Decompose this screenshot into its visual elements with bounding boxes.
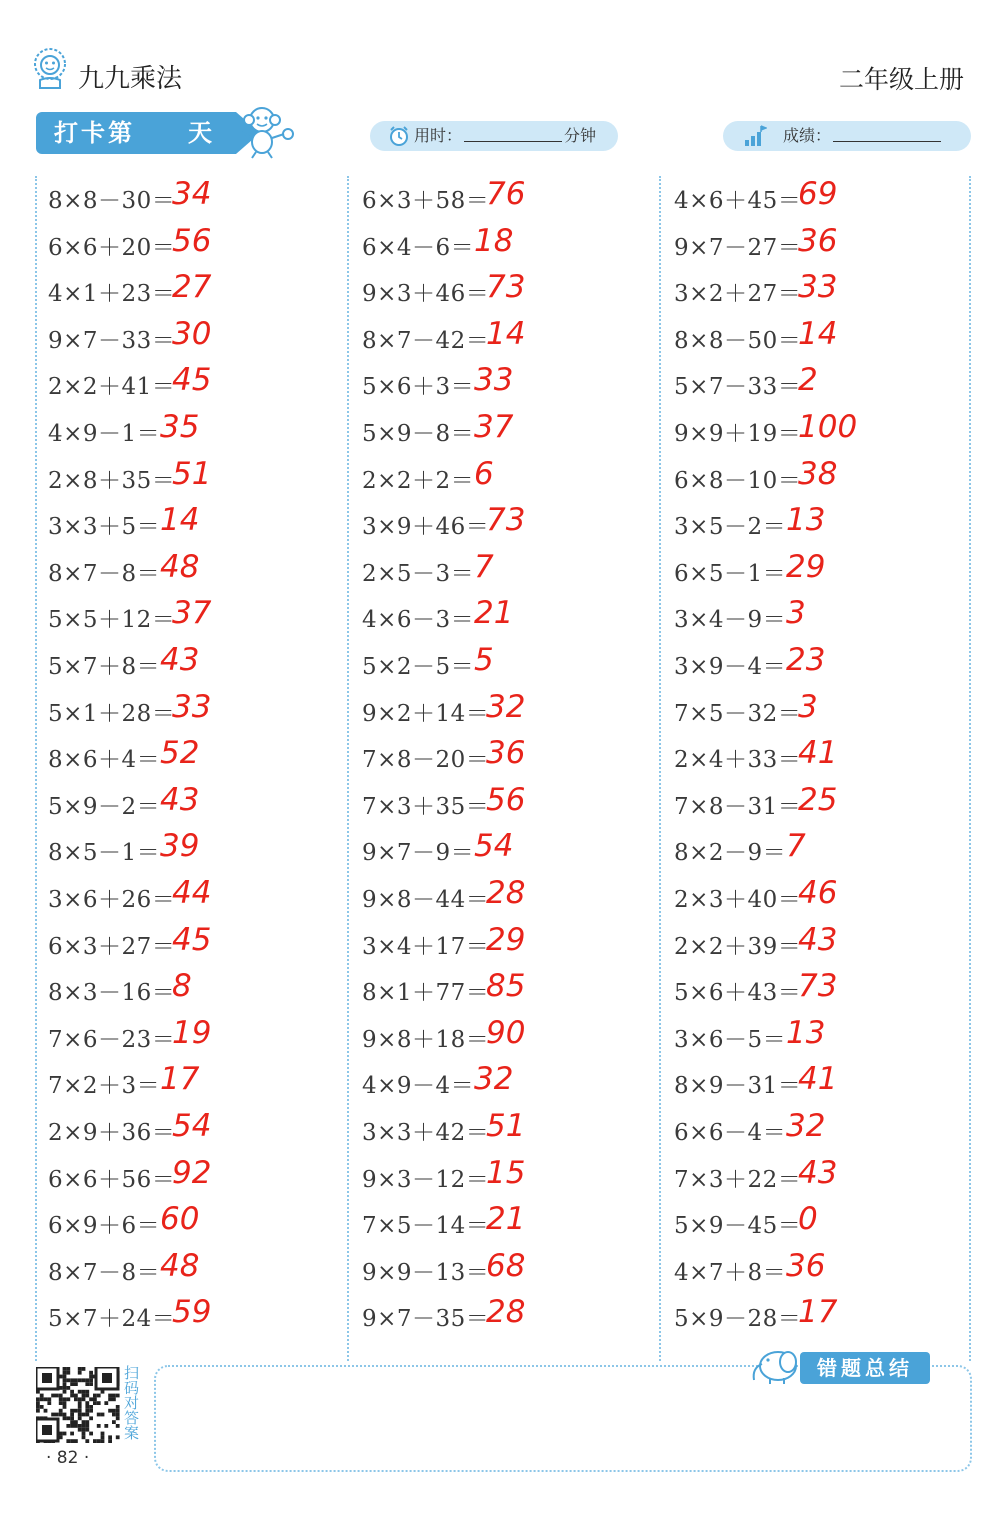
handwritten-answer[interactable]: 48	[160, 548, 200, 585]
handwritten-answer[interactable]: 18	[474, 222, 514, 259]
problem-expression: 5×6＋43＝	[674, 980, 802, 1007]
problem-expression: 9×9＋19＝	[674, 421, 802, 447]
problem-expression: 5×1＋28＝	[48, 700, 176, 727]
handwritten-answer[interactable]: 7	[786, 828, 806, 865]
handwritten-answer[interactable]: 51	[172, 455, 212, 492]
handwritten-answer[interactable]: 35	[160, 409, 200, 445]
handwritten-answer[interactable]: 51	[486, 1108, 526, 1144]
problem-expression: 2×9＋36＝	[48, 1120, 176, 1146]
handwritten-answer[interactable]: 100	[798, 409, 858, 445]
handwritten-answer[interactable]: 52	[160, 735, 200, 772]
problem-expression: 6×6＋56＝	[48, 1166, 176, 1193]
column-divider	[659, 176, 661, 1361]
problem-expression: 4×7＋8＝	[674, 1259, 787, 1286]
problem-expression: 9×8＋18＝	[362, 1026, 490, 1053]
problem-expression: 3×4－9＝	[674, 607, 787, 634]
handwritten-answer[interactable]: 14	[160, 502, 200, 539]
handwritten-answer[interactable]: 73	[486, 269, 526, 306]
handwritten-answer[interactable]: 2	[798, 362, 818, 399]
problem-expression: 5×9－8＝	[362, 421, 475, 447]
problem-expression: 7×5－14＝	[362, 1213, 490, 1240]
problem-expression: 9×8－44＝	[362, 887, 490, 913]
problem-expression: 5×9－28＝	[674, 1306, 802, 1333]
problem-expression: 4×6＋45＝	[674, 188, 802, 214]
elephant-mascot-icon	[748, 1346, 804, 1390]
problem-expression: 8×2－9＝	[674, 840, 787, 867]
mistake-summary-title: 错题总结	[800, 1352, 930, 1384]
handwritten-answer[interactable]: 92	[172, 1154, 212, 1191]
handwritten-answer[interactable]: 34	[172, 176, 212, 212]
handwritten-answer[interactable]: 54	[474, 828, 514, 865]
handwritten-answer[interactable]: 54	[172, 1108, 212, 1144]
handwritten-answer[interactable]: 76	[486, 176, 526, 212]
problem-expression: 8×6＋4＝	[48, 747, 161, 774]
problem-expression: 5×9－45＝	[674, 1213, 802, 1240]
handwritten-answer[interactable]: 48	[160, 1247, 200, 1284]
time-input-line[interactable]	[464, 121, 562, 142]
lion-mascot-icon	[30, 46, 70, 94]
problem-expression: 8×7－8＝	[48, 560, 161, 587]
score-label: 成绩：	[783, 126, 832, 145]
problem-expression: 8×8－30＝	[48, 188, 176, 214]
handwritten-answer[interactable]: 37	[474, 409, 514, 445]
problem-expression: 6×9＋6＝	[48, 1213, 161, 1240]
handwritten-answer[interactable]: 25	[798, 781, 838, 818]
handwritten-answer[interactable]: 13	[786, 502, 826, 539]
problem-expression: 2×2＋41＝	[48, 374, 176, 401]
handwritten-answer[interactable]: 43	[160, 781, 200, 818]
page-number: · 82 ·	[46, 1448, 90, 1468]
handwritten-answer[interactable]: 36	[798, 222, 838, 259]
problem-expression: 4×9－1＝	[48, 421, 161, 447]
book-title: 九九乘法	[78, 64, 183, 94]
column-divider	[35, 176, 37, 1361]
handwritten-answer[interactable]: 30	[172, 315, 212, 352]
handwritten-answer[interactable]: 41	[798, 735, 838, 772]
handwritten-answer[interactable]: 21	[486, 1201, 526, 1238]
handwritten-answer[interactable]: 15	[486, 1154, 526, 1191]
handwritten-answer[interactable]: 32	[786, 1108, 826, 1144]
handwritten-answer[interactable]: 6	[474, 455, 494, 492]
qr-code[interactable]	[36, 1367, 120, 1443]
problem-expression: 8×5－1＝	[48, 840, 161, 867]
problem-expression: 5×7＋8＝	[48, 654, 161, 680]
problem-expression: 9×7－35＝	[362, 1306, 490, 1333]
handwritten-answer[interactable]: 7	[474, 548, 494, 585]
bar-chart-icon	[743, 124, 767, 158]
handwritten-answer[interactable]: 3	[786, 595, 806, 632]
handwritten-answer[interactable]: 60	[160, 1201, 200, 1238]
handwritten-answer[interactable]: 0	[798, 1201, 818, 1238]
checkin-day-tab	[36, 112, 236, 154]
handwritten-answer[interactable]: 56	[486, 781, 526, 818]
problem-expression: 3×4＋17＝	[362, 933, 490, 960]
handwritten-answer[interactable]: 46	[798, 875, 838, 911]
handwritten-answer[interactable]: 56	[172, 222, 212, 259]
handwritten-answer[interactable]: 73	[798, 968, 838, 1005]
handwritten-answer[interactable]: 44	[172, 875, 212, 911]
problem-expression: 5×2－5＝	[362, 654, 475, 680]
problem-expression: 3×9＋46＝	[362, 514, 490, 541]
handwritten-answer[interactable]: 43	[798, 921, 838, 958]
problem-expression: 6×3＋27＝	[48, 933, 176, 960]
handwritten-answer[interactable]: 45	[172, 921, 212, 958]
problem-expression: 5×9－2＝	[48, 793, 161, 820]
handwritten-answer[interactable]: 17	[160, 1061, 200, 1098]
problem-expression: 3×9－4＝	[674, 654, 787, 680]
handwritten-answer[interactable]: 29	[486, 921, 526, 958]
problem-expression: 6×3＋58＝	[362, 188, 490, 214]
handwritten-answer[interactable]: 45	[172, 362, 212, 399]
problem-expression: 6×6－4＝	[674, 1120, 787, 1146]
problem-expression: 3×3＋42＝	[362, 1120, 490, 1146]
handwritten-answer[interactable]: 8	[172, 968, 192, 1005]
handwritten-answer[interactable]: 21	[474, 595, 514, 632]
handwritten-answer[interactable]: 68	[486, 1247, 526, 1284]
handwritten-answer[interactable]: 29	[786, 548, 826, 585]
handwritten-answer[interactable]: 36	[486, 735, 526, 772]
problem-expression: 2×2＋39＝	[674, 933, 802, 960]
problem-expression: 9×2＋14＝	[362, 700, 490, 727]
problem-expression: 7×6－23＝	[48, 1026, 176, 1053]
problem-expression: 9×3＋46＝	[362, 281, 490, 308]
problem-expression: 7×8－31＝	[674, 793, 802, 820]
handwritten-answer[interactable]: 37	[172, 595, 212, 632]
column-divider	[347, 176, 349, 1361]
problem-expression: 8×8－50＝	[674, 327, 802, 354]
problem-expression: 3×6＋26＝	[48, 887, 176, 913]
clock-icon	[388, 125, 410, 157]
problem-expression: 8×1＋77＝	[362, 980, 490, 1007]
problem-expression: 4×9－4＝	[362, 1073, 475, 1100]
scan-answer-label: 扫码对答案	[124, 1364, 140, 1442]
problem-expression: 9×7－33＝	[48, 327, 176, 354]
handwritten-answer[interactable]: 14	[798, 315, 838, 352]
checkin-prefix: 打卡第	[54, 119, 135, 147]
handwritten-answer[interactable]: 69	[798, 176, 838, 212]
problem-expression: 7×5－32＝	[674, 700, 802, 727]
problem-expression: 6×5－1＝	[674, 560, 787, 587]
problem-expression: 8×9－31＝	[674, 1073, 802, 1100]
handwritten-answer[interactable]: 32	[486, 688, 526, 725]
problem-expression: 5×7＋24＝	[48, 1306, 176, 1333]
column-divider	[969, 176, 971, 1361]
handwritten-answer[interactable]: 33	[172, 688, 212, 725]
problem-expression: 4×6－3＝	[362, 607, 475, 634]
problem-expression: 2×2＋2＝	[362, 467, 475, 494]
problem-expression: 7×3＋35＝	[362, 793, 490, 820]
problem-expression: 4×1＋23＝	[48, 281, 176, 308]
problem-expression: 7×2＋3＝	[48, 1073, 161, 1100]
problem-expression: 3×6－5＝	[674, 1026, 787, 1053]
handwritten-answer[interactable]: 85	[486, 968, 526, 1005]
checkin-suffix: 天	[188, 119, 212, 147]
handwritten-answer[interactable]: 90	[486, 1014, 526, 1051]
problem-expression: 5×6＋3＝	[362, 374, 475, 401]
handwritten-answer[interactable]: 5	[474, 642, 494, 678]
handwritten-answer[interactable]: 43	[798, 1154, 838, 1191]
problem-expression: 7×8－20＝	[362, 747, 490, 774]
problem-expression: 8×3－16＝	[48, 980, 176, 1007]
handwritten-answer[interactable]: 41	[798, 1061, 838, 1098]
problem-expression: 6×6＋20＝	[48, 234, 176, 261]
handwritten-answer[interactable]: 36	[786, 1247, 826, 1284]
handwritten-answer[interactable]: 3	[798, 688, 818, 725]
problem-expression: 7×3＋22＝	[674, 1166, 802, 1193]
time-label: 用时：	[414, 126, 463, 145]
handwritten-answer[interactable]: 17	[798, 1294, 838, 1331]
handwritten-answer[interactable]: 73	[486, 502, 526, 539]
problem-expression: 5×5＋12＝	[48, 607, 176, 634]
handwritten-answer[interactable]: 27	[172, 269, 212, 306]
problem-expression: 2×3＋40＝	[674, 887, 802, 913]
score-field[interactable]	[723, 121, 971, 151]
handwritten-answer[interactable]: 32	[474, 1061, 514, 1098]
problem-expression: 8×7－42＝	[362, 327, 490, 354]
problem-expression: 6×4－6＝	[362, 234, 475, 261]
problem-expression: 9×7－27＝	[674, 234, 802, 261]
problem-expression: 9×3－12＝	[362, 1166, 490, 1193]
handwritten-answer[interactable]: 23	[786, 642, 826, 678]
handwritten-answer[interactable]: 59	[172, 1294, 212, 1331]
time-unit: 分钟	[564, 126, 597, 145]
handwritten-answer[interactable]: 13	[786, 1014, 826, 1051]
handwritten-answer[interactable]: 33	[798, 269, 838, 306]
handwritten-answer[interactable]: 39	[160, 828, 200, 865]
handwritten-answer[interactable]: 28	[486, 875, 526, 911]
handwritten-answer[interactable]: 14	[486, 315, 526, 352]
problem-expression: 8×7－8＝	[48, 1259, 161, 1286]
problem-expression: 9×7－9＝	[362, 840, 475, 867]
grade-label: 二年级上册	[838, 65, 964, 94]
problem-expression: 3×3＋5＝	[48, 514, 161, 541]
problem-expression: 2×5－3＝	[362, 560, 475, 587]
problem-expression: 2×8＋35＝	[48, 467, 176, 494]
monkey-mascot-icon	[238, 104, 298, 164]
problem-expression: 3×2＋27＝	[674, 281, 802, 308]
problem-expression: 5×7－33＝	[674, 374, 802, 401]
handwritten-answer[interactable]: 33	[474, 362, 514, 399]
time-spent-field[interactable]	[370, 121, 618, 151]
problem-expression: 6×8－10＝	[674, 467, 802, 494]
score-input-line[interactable]	[833, 121, 941, 142]
handwritten-answer[interactable]: 28	[486, 1294, 526, 1331]
problem-expression: 9×9－13＝	[362, 1259, 490, 1286]
handwritten-answer[interactable]: 43	[160, 642, 200, 678]
problem-expression: 2×4＋33＝	[674, 747, 802, 774]
problem-expression: 3×5－2＝	[674, 514, 787, 541]
handwritten-answer[interactable]: 38	[798, 455, 838, 492]
handwritten-answer[interactable]: 19	[172, 1014, 212, 1051]
